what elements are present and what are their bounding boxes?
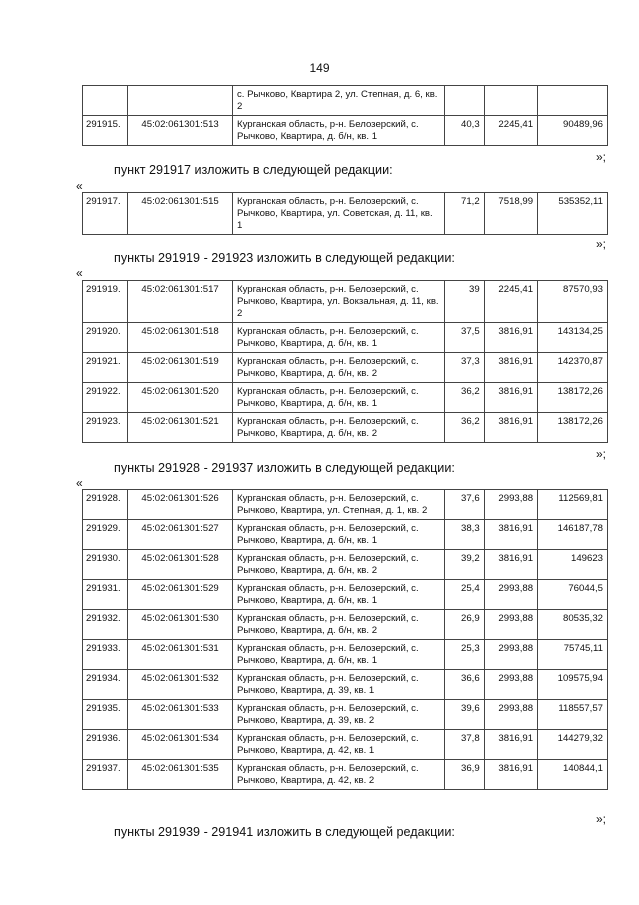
address-cell: Курганская область, р-н. Белозерский, с. Рычково, Квартира, д. б/н, кв. 1 xyxy=(232,640,444,670)
value-cell: 138172,26 xyxy=(538,413,608,443)
cadastral-number-cell: 45:02:061301:530 xyxy=(128,610,233,640)
address-cell: Курганская область, р-н. Белозерский, с. Рычково, Квартира, д. б/н, кв. 1 xyxy=(232,116,444,146)
price-cell: 7518,99 xyxy=(484,193,537,235)
table-row xyxy=(83,730,608,760)
cadastral-number-cell: 45:02:061301:513 xyxy=(128,116,233,146)
cadastral-number-cell: 45:02:061301:527 xyxy=(128,520,233,550)
address-cell: Курганская область, р-н. Белозерский, с. Рычково, Квартира, д. б/н, кв. 1 xyxy=(232,383,444,413)
area-cell: 39 xyxy=(444,281,484,323)
table-row xyxy=(83,670,608,700)
cadastral-number-cell: 45:02:061301:533 xyxy=(128,700,233,730)
price-cell: 2993,88 xyxy=(484,670,537,700)
price-cell xyxy=(484,86,537,116)
value-cell: 535352,11 xyxy=(538,193,608,235)
area-cell: 37,5 xyxy=(444,323,484,353)
cadastral-number-cell: 45:02:061301:529 xyxy=(128,580,233,610)
cadastral-number-cell: 45:02:061301:526 xyxy=(128,490,233,520)
area-cell: 39,2 xyxy=(444,550,484,580)
value-cell: 112569,81 xyxy=(538,490,608,520)
value-cell: 142370,87 xyxy=(538,353,608,383)
area-cell: 26,9 xyxy=(444,610,484,640)
table-row xyxy=(83,353,608,383)
address-cell: Курганская область, р-н. Белозерский, с. Рычково, Квартира, д. б/н, кв. 2 xyxy=(232,353,444,383)
price-cell: 3816,91 xyxy=(484,760,537,790)
area-cell: 36,2 xyxy=(444,413,484,443)
row-number-cell: 291933. xyxy=(83,640,128,670)
area-cell: 36,2 xyxy=(444,383,484,413)
table-row xyxy=(83,383,608,413)
area-cell: 37,3 xyxy=(444,353,484,383)
price-cell: 2993,88 xyxy=(484,490,537,520)
row-number-cell: 291915. xyxy=(83,116,128,146)
area-cell: 37,8 xyxy=(444,730,484,760)
address-cell: Курганская область, р-н. Белозерский, с. Рычково, Квартира, ул. Вокзальная, д. 11, кв. 2 xyxy=(232,281,444,323)
table-row xyxy=(83,520,608,550)
table-row xyxy=(83,116,608,146)
value-cell: 118557,57 xyxy=(538,700,608,730)
area-cell: 39,6 xyxy=(444,700,484,730)
value-cell: 149623 xyxy=(538,550,608,580)
section-heading: пункты 291928 - 291937 изложить в следующей редакции: xyxy=(114,461,455,475)
price-cell: 3816,91 xyxy=(484,323,537,353)
table-row xyxy=(83,193,608,235)
cadastral-number-cell: 45:02:061301:520 xyxy=(128,383,233,413)
page-number: 149 xyxy=(309,61,330,75)
section-heading: пункт 291917 изложить в следующей редакции: xyxy=(114,163,393,177)
area-cell xyxy=(444,86,484,116)
address-cell: Курганская область, р-н. Белозерский, с. Рычково, Квартира, ул. Степная, д. 1, кв. 2 xyxy=(232,490,444,520)
price-cell: 2993,88 xyxy=(484,580,537,610)
price-cell: 2993,88 xyxy=(484,610,537,640)
registry-table xyxy=(82,280,608,443)
table-row xyxy=(83,640,608,670)
row-number-cell: 291937. xyxy=(83,760,128,790)
area-cell: 37,6 xyxy=(444,490,484,520)
value-cell: 87570,93 xyxy=(538,281,608,323)
value-cell: 144279,32 xyxy=(538,730,608,760)
table-row xyxy=(83,760,608,790)
price-cell: 2993,88 xyxy=(484,700,537,730)
address-cell: Курганская область, р-н. Белозерский, с. Рычково, Квартира, д. 39, кв. 1 xyxy=(232,670,444,700)
row-number-cell: 291930. xyxy=(83,550,128,580)
value-cell: 146187,78 xyxy=(538,520,608,550)
table-row xyxy=(83,610,608,640)
cadastral-number-cell: 45:02:061301:535 xyxy=(128,760,233,790)
address-cell: Курганская область, р-н. Белозерский, с. Рычково, Квартира, ул. Советская, д. 11, кв. 1 xyxy=(232,193,444,235)
table-row xyxy=(83,700,608,730)
registry-table xyxy=(82,192,608,235)
cadastral-number-cell: 45:02:061301:519 xyxy=(128,353,233,383)
value-cell: 76044,5 xyxy=(538,580,608,610)
closing-quote: »; xyxy=(596,150,607,164)
cadastral-number-cell: 45:02:061301:521 xyxy=(128,413,233,443)
price-cell: 2245,41 xyxy=(484,116,537,146)
value-cell: 138172,26 xyxy=(538,383,608,413)
table-row xyxy=(83,550,608,580)
cadastral-number-cell: 45:02:061301:515 xyxy=(128,193,233,235)
cadastral-number-cell: 45:02:061301:528 xyxy=(128,550,233,580)
cadastral-number-cell: 45:02:061301:518 xyxy=(128,323,233,353)
cadastral-number-cell: 45:02:061301:531 xyxy=(128,640,233,670)
address-cell: Курганская область, р-н. Белозерский, с. Рычково, Квартира, д. б/н, кв. 1 xyxy=(232,520,444,550)
registry-table xyxy=(82,489,608,790)
area-cell: 40,3 xyxy=(444,116,484,146)
price-cell: 3816,91 xyxy=(484,550,537,580)
opening-quote: « xyxy=(76,266,83,280)
price-cell: 3816,91 xyxy=(484,520,537,550)
address-cell: Курганская область, р-н. Белозерский, с. Рычково, Квартира, д. б/н, кв. 2 xyxy=(232,550,444,580)
section-heading: пункты 291919 - 291923 изложить в следующей редакции: xyxy=(114,251,455,265)
table-row xyxy=(83,490,608,520)
address-cell: Курганская область, р-н. Белозерский, с. Рычково, Квартира, д. б/н, кв. 2 xyxy=(232,610,444,640)
cadastral-number-cell: 45:02:061301:517 xyxy=(128,281,233,323)
row-number-cell: 291921. xyxy=(83,353,128,383)
row-number-cell: 291929. xyxy=(83,520,128,550)
value-cell: 90489,96 xyxy=(538,116,608,146)
address-cell: Курганская область, р-н. Белозерский, с. Рычково, Квартира, д. 39, кв. 2 xyxy=(232,700,444,730)
closing-quote: »; xyxy=(596,237,607,251)
value-cell: 80535,32 xyxy=(538,610,608,640)
address-cell: Курганская область, р-н. Белозерский, с. Рычково, Квартира, д. б/н, кв. 2 xyxy=(232,413,444,443)
price-cell: 3816,91 xyxy=(484,383,537,413)
table-row xyxy=(83,323,608,353)
value-cell: 140844,1 xyxy=(538,760,608,790)
closing-quote: »; xyxy=(596,447,607,461)
table-row xyxy=(83,86,608,116)
cadastral-number-cell: 45:02:061301:532 xyxy=(128,670,233,700)
row-number-cell: 291922. xyxy=(83,383,128,413)
value-cell xyxy=(538,86,608,116)
area-cell: 25,3 xyxy=(444,640,484,670)
address-cell: Курганская область, р-н. Белозерский, с. Рычково, Квартира, д. б/н, кв. 1 xyxy=(232,323,444,353)
table-row xyxy=(83,281,608,323)
row-number-cell: 291923. xyxy=(83,413,128,443)
row-number-cell xyxy=(83,86,128,116)
price-cell: 3816,91 xyxy=(484,730,537,760)
table-row xyxy=(83,413,608,443)
row-number-cell: 291919. xyxy=(83,281,128,323)
row-number-cell: 291931. xyxy=(83,580,128,610)
row-number-cell: 291920. xyxy=(83,323,128,353)
area-cell: 38,3 xyxy=(444,520,484,550)
value-cell: 75745,11 xyxy=(538,640,608,670)
closing-quote: »; xyxy=(596,812,607,826)
price-cell: 2245,41 xyxy=(484,281,537,323)
row-number-cell: 291934. xyxy=(83,670,128,700)
section-heading: пункты 291939 - 291941 изложить в следующей редакции: xyxy=(114,825,455,839)
table-row xyxy=(83,580,608,610)
row-number-cell: 291936. xyxy=(83,730,128,760)
registry-table xyxy=(82,85,608,146)
row-number-cell: 291917. xyxy=(83,193,128,235)
opening-quote: « xyxy=(76,476,83,490)
area-cell: 36,9 xyxy=(444,760,484,790)
price-cell: 3816,91 xyxy=(484,413,537,443)
address-cell: Курганская область, р-н. Белозерский, с. Рычково, Квартира, д. 42, кв. 2 xyxy=(232,760,444,790)
price-cell: 2993,88 xyxy=(484,640,537,670)
address-cell: Курганская область, р-н. Белозерский, с. Рычково, Квартира, д. б/н, кв. 1 xyxy=(232,580,444,610)
cadastral-number-cell: 45:02:061301:534 xyxy=(128,730,233,760)
address-cell: с. Рычково, Квартира 2, ул. Степная, д. 6, кв. 2 xyxy=(232,86,444,116)
row-number-cell: 291928. xyxy=(83,490,128,520)
row-number-cell: 291935. xyxy=(83,700,128,730)
price-cell: 3816,91 xyxy=(484,353,537,383)
area-cell: 25,4 xyxy=(444,580,484,610)
value-cell: 143134,25 xyxy=(538,323,608,353)
area-cell: 71,2 xyxy=(444,193,484,235)
row-number-cell: 291932. xyxy=(83,610,128,640)
area-cell: 36,6 xyxy=(444,670,484,700)
value-cell: 109575,94 xyxy=(538,670,608,700)
address-cell: Курганская область, р-н. Белозерский, с. Рычково, Квартира, д. 42, кв. 1 xyxy=(232,730,444,760)
cadastral-number-cell xyxy=(128,86,233,116)
opening-quote: « xyxy=(76,179,83,193)
